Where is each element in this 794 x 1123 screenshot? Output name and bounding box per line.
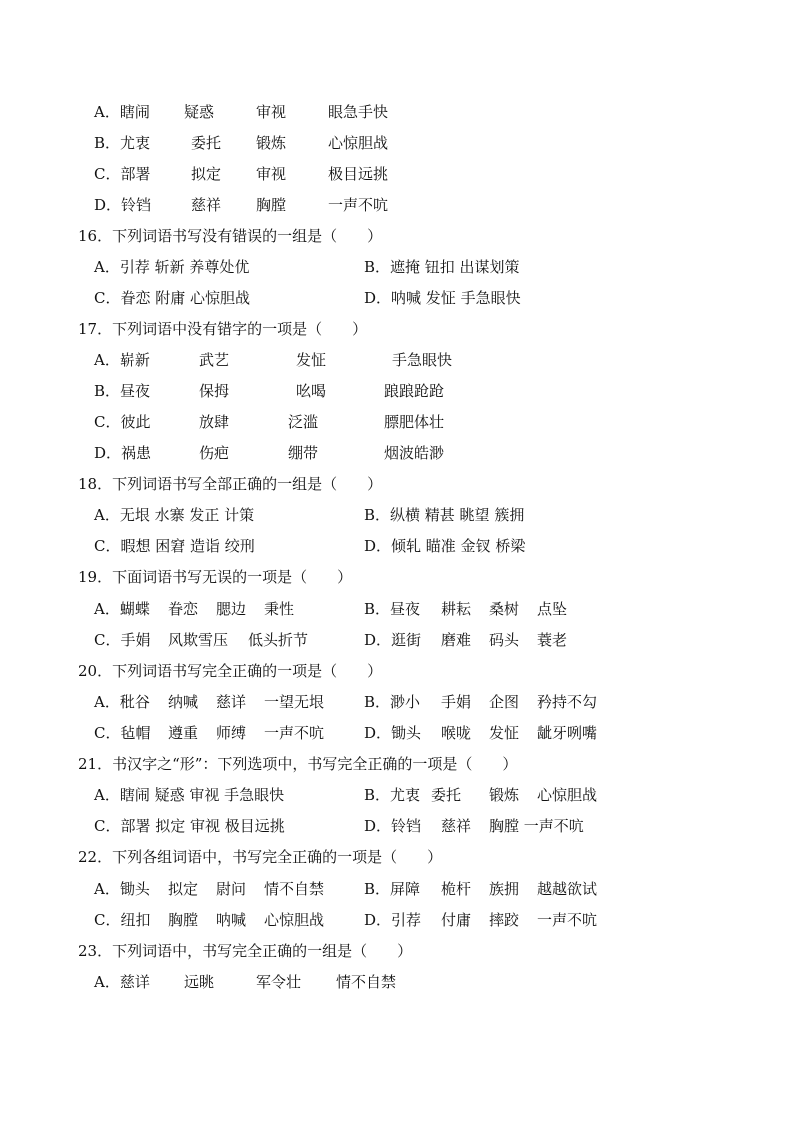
option-text: 风欺雪压 (168, 631, 229, 649)
option-text: 眼急手快 (328, 103, 389, 121)
option-text: 龇牙咧嘴 (537, 724, 598, 742)
option-text: A．锄头 (94, 880, 150, 898)
option-text: D．引荐 (364, 911, 422, 929)
option-text: 踉踉跄跄 (384, 382, 445, 400)
option-text: A．蝴蝶 (94, 600, 150, 618)
option-text: 委托 (191, 134, 222, 152)
option-text: B．尤衷 (94, 134, 151, 152)
option-text: 远眺 (184, 973, 215, 991)
option-text: D．逛街 (364, 631, 422, 649)
option-text: 胸膛 (256, 196, 287, 214)
option-text: 疑惑 (184, 103, 215, 121)
option-text: 族拥 (489, 880, 520, 898)
option-text: 极目远挑 (328, 165, 389, 183)
question-text: 17．下列词语中没有错字的一项是（ ） (78, 320, 368, 338)
option-text: 师缚 (216, 724, 247, 742)
option-text: 慈祥 (191, 196, 222, 214)
option-text: 眷恋 (168, 600, 199, 618)
option-text: 委托 (431, 786, 462, 804)
option-text: B．昼夜 (364, 600, 421, 618)
option-text: 喉咙 (441, 724, 472, 742)
option-text: C．眷恋 附庸 心惊胆战 (94, 289, 251, 307)
option-text: A．秕谷 (94, 693, 150, 711)
option-text: 桑树 (489, 600, 520, 618)
option-text: 低头折节 (248, 631, 309, 649)
option-text: B．遮掩 钮扣 出谋划策 (364, 258, 520, 276)
option-text: 锻炼 (256, 134, 287, 152)
question-text: 16．下列词语书写没有错误的一组是（ ） (78, 227, 383, 245)
option-text: 尉问 (216, 880, 247, 898)
option-text: 心惊胆战 (537, 786, 598, 804)
option-text: 烟波皓渺 (384, 444, 445, 462)
option-text: 矜持不勾 (537, 693, 598, 711)
option-text: 胸膛 一声不吭 (489, 817, 584, 835)
option-text: C．彼此 (94, 413, 151, 431)
option-text: 拟定 (168, 880, 199, 898)
option-text: 一声不吭 (537, 911, 598, 929)
option-text: 越越欲试 (537, 880, 598, 898)
option-text: 一望无垠 (264, 693, 325, 711)
question-text: 22．下列各组词语中，书写完全正确的一项是（ ） (78, 848, 443, 866)
option-text: 军令壮 (256, 973, 302, 991)
option-text: 绷带 (288, 444, 319, 462)
option-text: 摔跤 (489, 911, 520, 929)
option-text: 慈详 (216, 693, 247, 711)
option-text: C．部署 拟定 审视 极目远挑 (94, 817, 285, 835)
option-text: 一声不吭 (264, 724, 325, 742)
option-text: B．渺小 (364, 693, 421, 711)
option-text: D．铃铛 (364, 817, 422, 835)
option-text: D．锄头 (364, 724, 422, 742)
option-text: B．昼夜 (94, 382, 151, 400)
option-text: 蓑老 (537, 631, 568, 649)
question-text: 21．书汉字之“形”：下列选项中，书写完全正确的一项是（ ） (78, 755, 518, 773)
option-text: A．崭新 (94, 351, 150, 369)
option-text: 泛滥 (288, 413, 319, 431)
option-text: 心惊胆战 (264, 911, 325, 929)
option-text: A．无垠 水寨 发正 计策 (94, 506, 255, 524)
option-text: 胸膛 (168, 911, 199, 929)
option-text: C．暇想 困窘 造诣 绞刑 (94, 537, 255, 555)
option-text: 秉性 (264, 600, 295, 618)
question-text: 18．下列词语书写全部正确的一组是（ ） (78, 475, 383, 493)
option-text: D．倾轧 瞄准 金钗 桥梁 (364, 537, 526, 555)
option-text: 码头 (489, 631, 520, 649)
option-text: 吆喝 (296, 382, 327, 400)
option-text: 一声不吭 (328, 196, 389, 214)
option-text: A．瞎闹 (94, 103, 150, 121)
option-text: 磨难 (441, 631, 472, 649)
option-text: 腮边 (216, 600, 247, 618)
option-text: 手急眼快 (392, 351, 453, 369)
option-text: 审视 (256, 165, 287, 183)
option-text: C．部署 (94, 165, 151, 183)
option-text: 情不自禁 (336, 973, 397, 991)
option-text: A．引荐 斩新 养尊处优 (94, 258, 250, 276)
option-text: 点坠 (537, 600, 568, 618)
question-text: 23．下列词语中，书写完全正确的一组是（ ） (78, 942, 413, 960)
option-text: B．尤衷 (364, 786, 421, 804)
option-text: 企图 (489, 693, 520, 711)
option-text: C．毡帽 (94, 724, 151, 742)
option-text: D．祸患 (94, 444, 152, 462)
option-text: 纳喊 (168, 693, 199, 711)
question-text: 19．下面词语书写无误的一项是（ ） (78, 568, 353, 586)
option-text: C．纽扣 (94, 911, 151, 929)
option-text: 慈祥 (441, 817, 472, 835)
option-text: D．铃铛 (94, 196, 152, 214)
option-text: 伤疤 (199, 444, 230, 462)
option-text: 放肆 (199, 413, 230, 431)
option-text: 呐喊 (216, 911, 247, 929)
option-text: D．呐喊 发怔 手急眼快 (364, 289, 521, 307)
option-text: A．瞎闹 疑惑 审视 手急眼快 (94, 786, 285, 804)
option-text: 锻炼 (489, 786, 520, 804)
option-text: 付庸 (441, 911, 472, 929)
option-text: 桅杆 (441, 880, 472, 898)
option-text: 武艺 (199, 351, 230, 369)
option-text: 心惊胆战 (328, 134, 389, 152)
option-text: 情不自禁 (264, 880, 325, 898)
option-text: A．慈详 (94, 973, 150, 991)
option-text: 遵重 (168, 724, 199, 742)
option-text: 耕耘 (441, 600, 472, 618)
option-text: 手娟 (441, 693, 472, 711)
question-text: 20．下列词语书写完全正确的一项是（ ） (78, 662, 383, 680)
option-text: B．纵横 精甚 眺望 簇拥 (364, 506, 525, 524)
option-text: C．手娟 (94, 631, 151, 649)
option-text: 保拇 (199, 382, 230, 400)
option-text: 发怔 (296, 351, 327, 369)
option-text: B．屏障 (364, 880, 421, 898)
option-text: 拟定 (191, 165, 222, 183)
option-text: 膘肥体壮 (384, 413, 445, 431)
option-text: 审视 (256, 103, 287, 121)
option-text: 发怔 (489, 724, 520, 742)
